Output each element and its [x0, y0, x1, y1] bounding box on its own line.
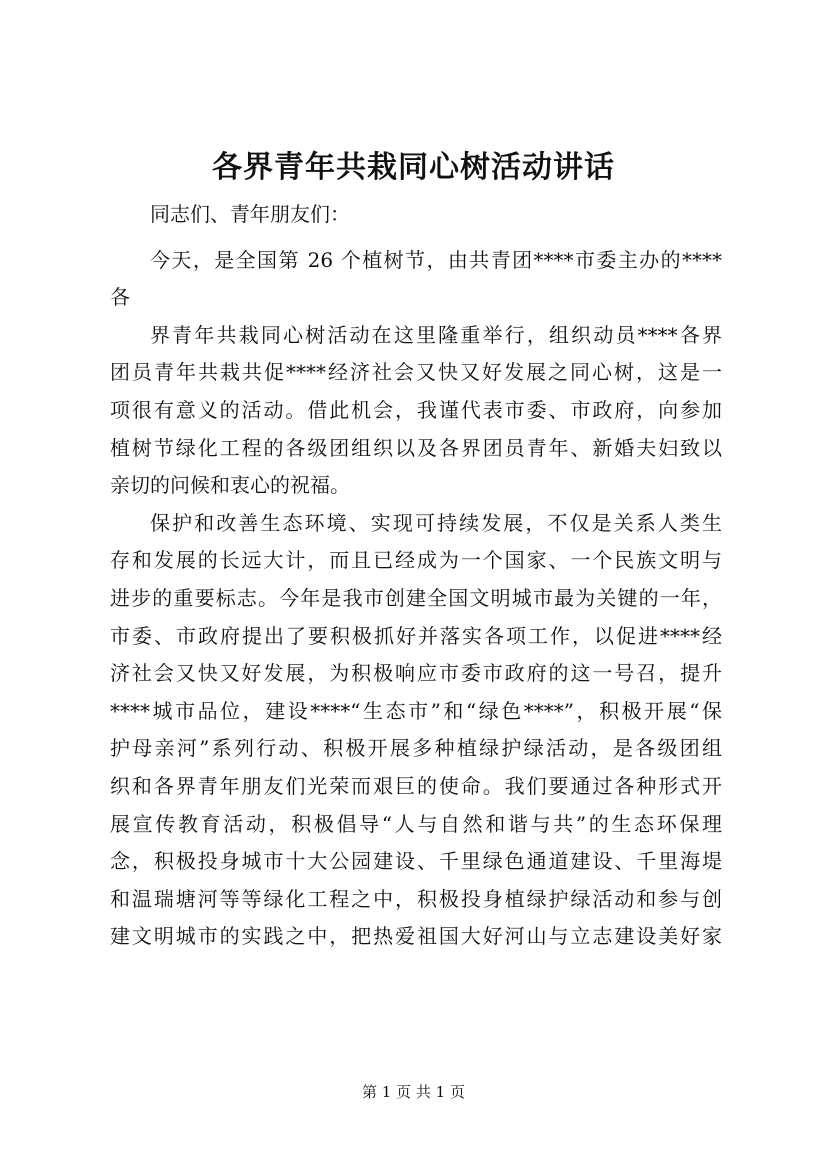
- body-line: 团员青年共栽共促****经济社会又快又好发展之同心树，这是一: [110, 360, 722, 385]
- body-line: ****城市品位，建设****“生态市”和“绿色****”，积极开展“保: [110, 698, 722, 723]
- body-line: 织和各界青年朋友们光荣而艰巨的使命。我们要通过各种形式开: [110, 773, 722, 798]
- body-line: 植树节绿化工程的各级团组织以及各界团员青年、新婚夫妇致以: [110, 435, 722, 460]
- body-line: 界青年共栽同心树活动在这里隆重举行，组织动员****各界: [150, 322, 722, 347]
- body-line: 市委、市政府提出了要积极抓好并落实各项工作，以促进****经: [110, 623, 722, 648]
- body-line: 展宣传教育活动，积极倡导“人与自然和谐与共”的生态环保理: [110, 811, 722, 836]
- document-title: 各界青年共栽同心树活动讲话: [212, 150, 615, 185]
- page-footer: 第 1 页 共 1 页: [362, 1083, 465, 1101]
- body-line: 念，积极投身城市十大公园建设、千里绿色通道建设、千里海堤: [110, 849, 722, 874]
- document-body: [110, 196, 722, 956]
- body-line: 亲切的问候和衷心的祝福。: [110, 473, 350, 498]
- body-line: 各: [110, 285, 130, 310]
- body-line: 护母亲河”系列行动、积极开展多种植绿护绿活动，是各级团组: [110, 736, 722, 761]
- body-line: 济社会又快又好发展，为积极响应市委市政府的这一号召，提升: [110, 661, 722, 686]
- body-line: 项很有意义的活动。借此机会，我谨代表市委、市政府，向参加: [110, 397, 722, 422]
- body-line: 建文明城市的实践之中，把热爱祖国大好河山与立志建设美好家: [110, 924, 722, 949]
- body-line: 今天，是全国第 26 个植树节，由共青团****市委主办的****: [150, 247, 722, 272]
- body-line: 进步的重要标志。今年是我市创建全国文明城市最为关键的一年，: [110, 585, 722, 610]
- body-line: 保护和改善生态环境、实现可持续发展，不仅是关系人类生: [150, 510, 722, 535]
- body-line: 同志们、青年朋友们：: [150, 202, 350, 226]
- body-line: 存和发展的长远大计，而且已经成为一个国家、一个民族文明与: [110, 548, 722, 573]
- body-line: 和温瑞塘河等等绿化工程之中，积极投身植绿护绿活动和参与创: [110, 886, 722, 911]
- line-gap: [110, 234, 722, 242]
